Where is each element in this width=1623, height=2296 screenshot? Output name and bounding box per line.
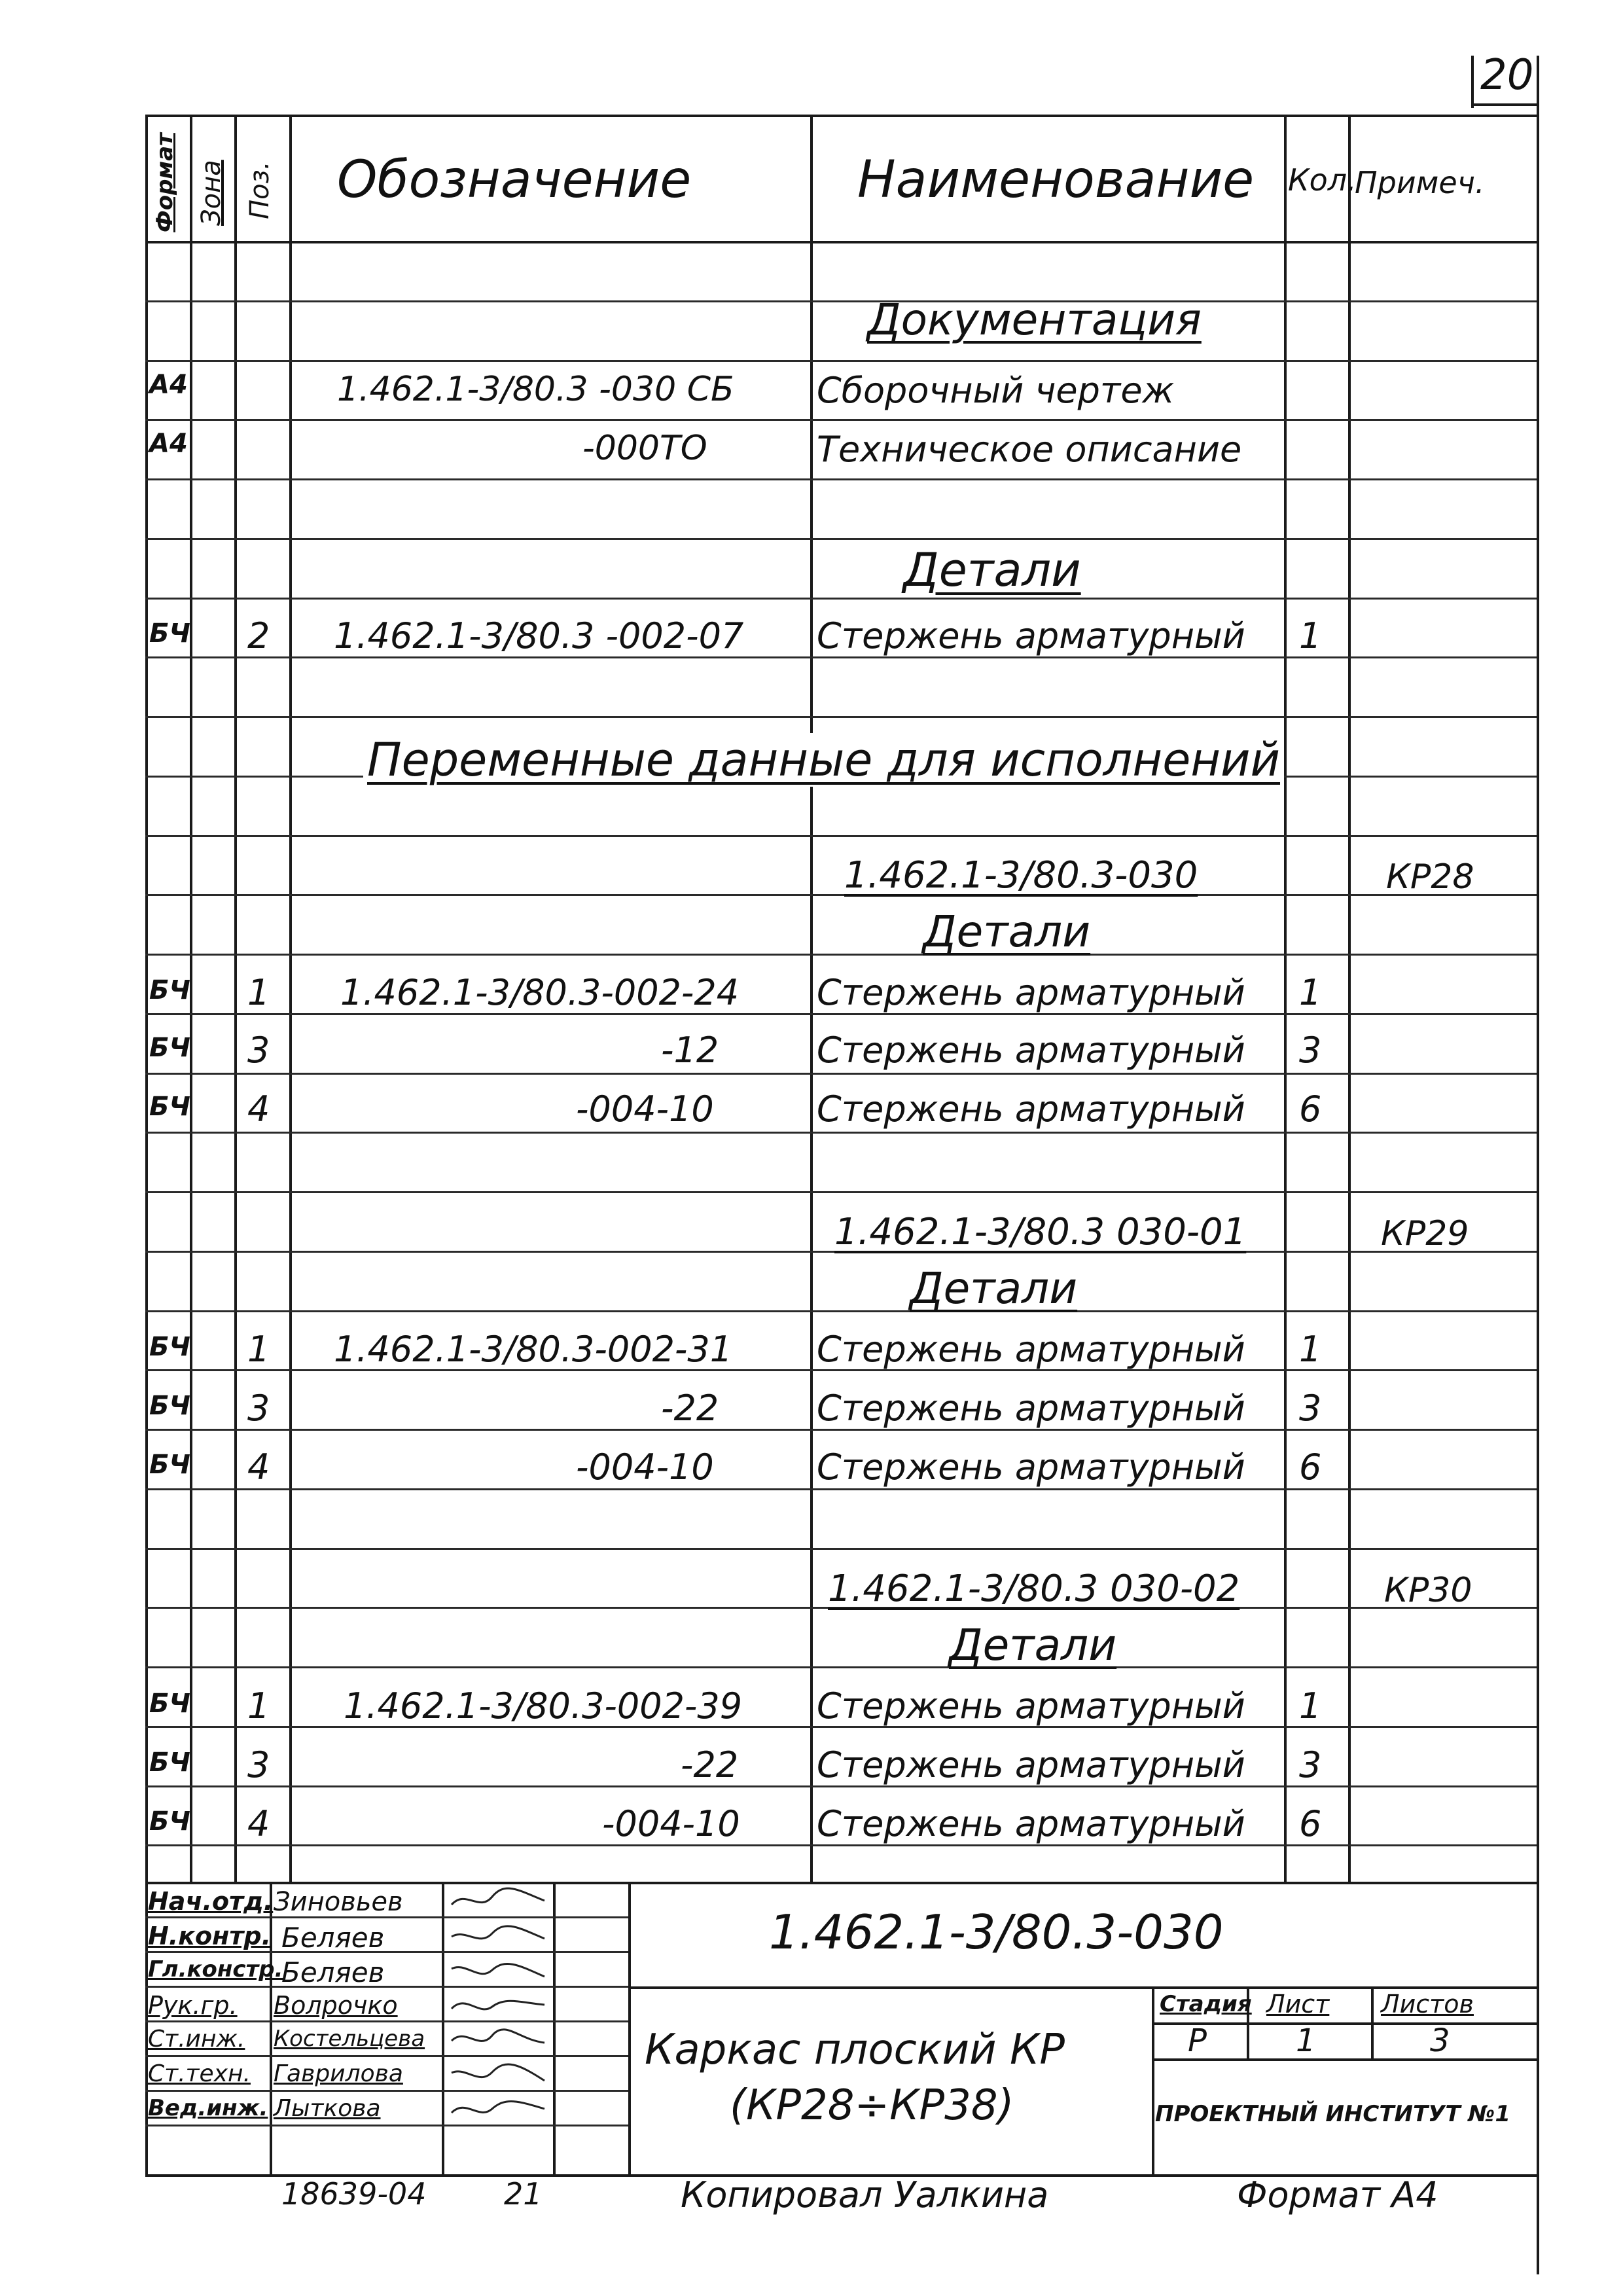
v2-r3-pos: 4 [247,1446,270,1488]
row-separator [145,716,1537,718]
header-bottom-border [145,241,1537,243]
footer-copied: Копировал Уалкина [681,2174,1049,2215]
v1-r3-pos: 4 [247,1088,270,1130]
header-designation: Обозначение [337,151,692,209]
variant-3-details: Детали [949,1620,1117,1670]
signature-scribble [446,2058,551,2090]
detail-row-name: Стержень арматурный [817,615,1245,656]
v1-r1-format: БЧ [149,975,190,1005]
signature-scribble [446,1989,551,2020]
header-format: Формат [152,133,178,232]
doc-row-2-format: А4 [149,429,188,459]
v3-r1-designation: 1.462.1-3/80.3-002-39 [344,1685,743,1727]
tb-stage-sep2 [1371,1986,1374,2058]
v3-r1-format: БЧ [149,1689,190,1719]
sig-6-name: Гаврилова [274,2060,403,2087]
footer-inv2: 21 [504,2176,543,2212]
section-variable-data: Переменные данные для исполнений [363,733,1284,787]
signature-row-separator [145,2055,628,2057]
doc-row-2-name: Техническое описание [817,429,1242,470]
tb-org: ПРОЕКТНЫЙ ИНСТИТУТ №1 [1155,2101,1510,2127]
v1-r3-qty: 6 [1299,1088,1322,1130]
col-sep-qty [1348,115,1351,1882]
v2-r3-qty: 6 [1299,1446,1322,1488]
doc-row-1-name: Сборочный чертеж [817,370,1175,411]
sig-6-role: Ст.техн. [148,2060,251,2087]
row-separator [145,1488,1537,1490]
v3-r1-pos: 1 [247,1685,270,1727]
row-separator [145,1191,1537,1193]
col-sep-name [1284,115,1287,1882]
tb-col-stage [1152,1986,1154,2174]
v1-r1-qty: 1 [1299,972,1322,1013]
v3-r3-pos: 4 [247,1803,270,1844]
v3-r2-qty: 3 [1299,1744,1322,1785]
v2-r3-format: БЧ [149,1450,190,1480]
v3-r1-qty: 1 [1299,1685,1322,1727]
header-note: Примеч. [1355,165,1485,200]
title-block-top [145,1882,1537,1884]
v1-r2-qty: 3 [1299,1030,1322,1071]
v3-r2-format: БЧ [149,1748,190,1778]
signature-row-separator [145,2020,628,2022]
tb-stage-label: Стадия [1160,1991,1252,2017]
signature-scribble [446,2024,551,2055]
doc-row-2-designation: -000ТО [582,429,707,468]
row-separator [145,1785,1537,1787]
page-number-border-right [1537,56,1539,2274]
v3-r3-name: Стержень арматурный [817,1803,1245,1844]
page-number-border-bottom [1471,103,1537,106]
v1-r2-designation: -12 [661,1030,719,1071]
v1-r3-format: БЧ [149,1092,190,1122]
row-separator [145,538,1537,540]
row-separator [145,598,1537,600]
row-separator [145,1666,1537,1668]
variant-1-note: КР28 [1386,857,1474,897]
v1-r1-name: Стержень арматурный [817,972,1245,1013]
sig-7-role: Вед.инж. [148,2095,268,2121]
sig-7-name: Лыткова [274,2095,381,2122]
v1-r3-name: Стержень арматурный [817,1088,1245,1130]
sig-2-name: Беляев [281,1922,385,1954]
detail-row-pos: 2 [247,615,270,656]
signature-row-separator [145,1951,628,1953]
tb-stage: Р [1188,2022,1207,2059]
v2-r2-format: БЧ [149,1391,190,1421]
frame-left [145,115,148,2176]
v2-r1-format: БЧ [149,1332,190,1362]
row-separator [145,1132,1537,1134]
signature-row-separator [145,2125,628,2126]
v2-r1-pos: 1 [247,1329,270,1370]
doc-row-1-format: А4 [149,370,188,400]
detail-row-designation: 1.462.1-3/80.3 -002-07 [334,615,744,656]
signature-row-separator [145,2090,628,2092]
signature-row-separator [145,1986,628,1988]
v3-r2-designation: -22 [681,1744,739,1785]
v3-r1-name: Стержень арматурный [817,1685,1245,1727]
row-separator [145,1429,1537,1431]
tb-sheet-label: Лист [1266,1990,1330,2018]
section-details: Детали [903,543,1081,597]
tb-code-bottom [628,1986,1537,1989]
tb-col-sign [553,1882,556,2174]
v1-r1-designation: 1.462.1-3/80.3-002-24 [340,972,740,1013]
sig-2-role: Н.контр. [148,1922,272,1950]
variant-3-code: 1.462.1-3/80.3 030-02 [828,1568,1240,1610]
variant-2-code: 1.462.1-3/80.3 030-01 [834,1211,1247,1253]
v3-r3-designation: -004-10 [602,1803,740,1844]
sig-5-role: Ст.инж. [148,2026,245,2053]
tb-stage-row1 [1152,2022,1537,2025]
doc-row-1-designation: 1.462.1-3/80.3 -030 СБ [337,370,734,409]
v1-r2-format: БЧ [149,1033,190,1063]
header-pos: Поз. [245,161,275,219]
signature-scribble [446,1920,551,1951]
footer-inv: 18639-04 [281,2176,427,2212]
row-separator [145,1073,1537,1075]
signature-scribble [446,1954,551,1986]
v2-r3-designation: -004-10 [576,1446,714,1488]
sig-3-role: Гл.констр. [148,1956,283,1982]
v1-r2-pos: 3 [247,1030,270,1071]
row-separator [145,1844,1537,1846]
footer-format: Формат А4 [1237,2174,1438,2215]
tb-sheets: 3 [1430,2022,1450,2059]
sig-1-name: Зиновьев [274,1887,403,1917]
page-number: 20 [1480,51,1534,99]
row-separator [145,300,1537,302]
row-separator [145,835,1537,837]
detail-row-qty: 1 [1299,615,1322,656]
tb-col-date [628,1882,631,2174]
page-number-border [1471,56,1474,108]
variant-2-details: Детали [910,1263,1078,1314]
v2-r1-qty: 1 [1299,1329,1322,1370]
row-separator [145,1548,1537,1550]
signature-scribble [446,2093,551,2125]
v1-r1-pos: 1 [247,972,270,1013]
sig-3-name: Беляев [281,1956,385,1988]
tb-col-name [442,1882,444,2174]
v3-r2-name: Стержень арматурный [817,1744,1245,1785]
tb-sheets-label: Листов [1381,1990,1474,2018]
col-sep-pos [289,115,292,1882]
v2-r2-designation: -22 [661,1388,719,1429]
v2-r2-pos: 3 [247,1388,270,1429]
tb-doc-code: 1.462.1-3/80.3-030 [769,1905,1224,1960]
row-separator [145,1013,1537,1015]
col-sep-designation [810,115,813,1882]
variant-1-details: Детали [923,906,1091,957]
sig-5-name: Костельцева [274,2026,425,2052]
header-name: Наименование [857,151,1255,209]
row-separator [145,1310,1537,1312]
sig-4-role: Рук.гр. [148,1991,238,2020]
v2-r1-designation: 1.462.1-3/80.3-002-31 [334,1329,733,1370]
variant-2-note: КР29 [1381,1214,1469,1253]
col-sep-zone [234,115,237,1882]
tb-title-line2: (КР28÷КР38) [730,2081,1014,2130]
row-separator [145,419,1537,421]
section-documentation: Документация [867,295,1202,345]
v2-r2-name: Стержень арматурный [817,1388,1245,1429]
row-separator [145,360,1537,362]
v1-r3-designation: -004-10 [576,1088,714,1130]
v3-r3-qty: 6 [1299,1803,1322,1844]
sig-1-role: Нач.отд. [148,1887,274,1916]
detail-row-format: БЧ [149,619,190,649]
v2-r2-qty: 3 [1299,1388,1322,1429]
v2-r3-name: Стержень арматурный [817,1446,1245,1488]
tb-title-line1: Каркас плоский КР [645,2026,1065,2074]
tb-sheet: 1 [1296,2022,1316,2059]
header-zone: Зона [196,160,226,226]
table-top-border [145,115,1537,117]
v3-r3-format: БЧ [149,1806,190,1837]
variant-1-code: 1.462.1-3/80.3-030 [844,854,1198,897]
v1-r2-name: Стержень арматурный [817,1030,1245,1071]
row-separator [145,656,1537,658]
header-qty: Кол. [1288,162,1357,198]
row-separator [145,894,1537,896]
signature-scribble [446,1885,551,1916]
row-separator [145,954,1537,956]
sig-4-name: Волрочко [274,1991,398,2020]
variant-3-note: КР30 [1384,1571,1472,1610]
tb-stage-row2 [1152,2058,1537,2061]
row-separator [145,478,1537,480]
v3-r2-pos: 3 [247,1744,270,1785]
v2-r1-name: Стержень арматурный [817,1329,1245,1370]
